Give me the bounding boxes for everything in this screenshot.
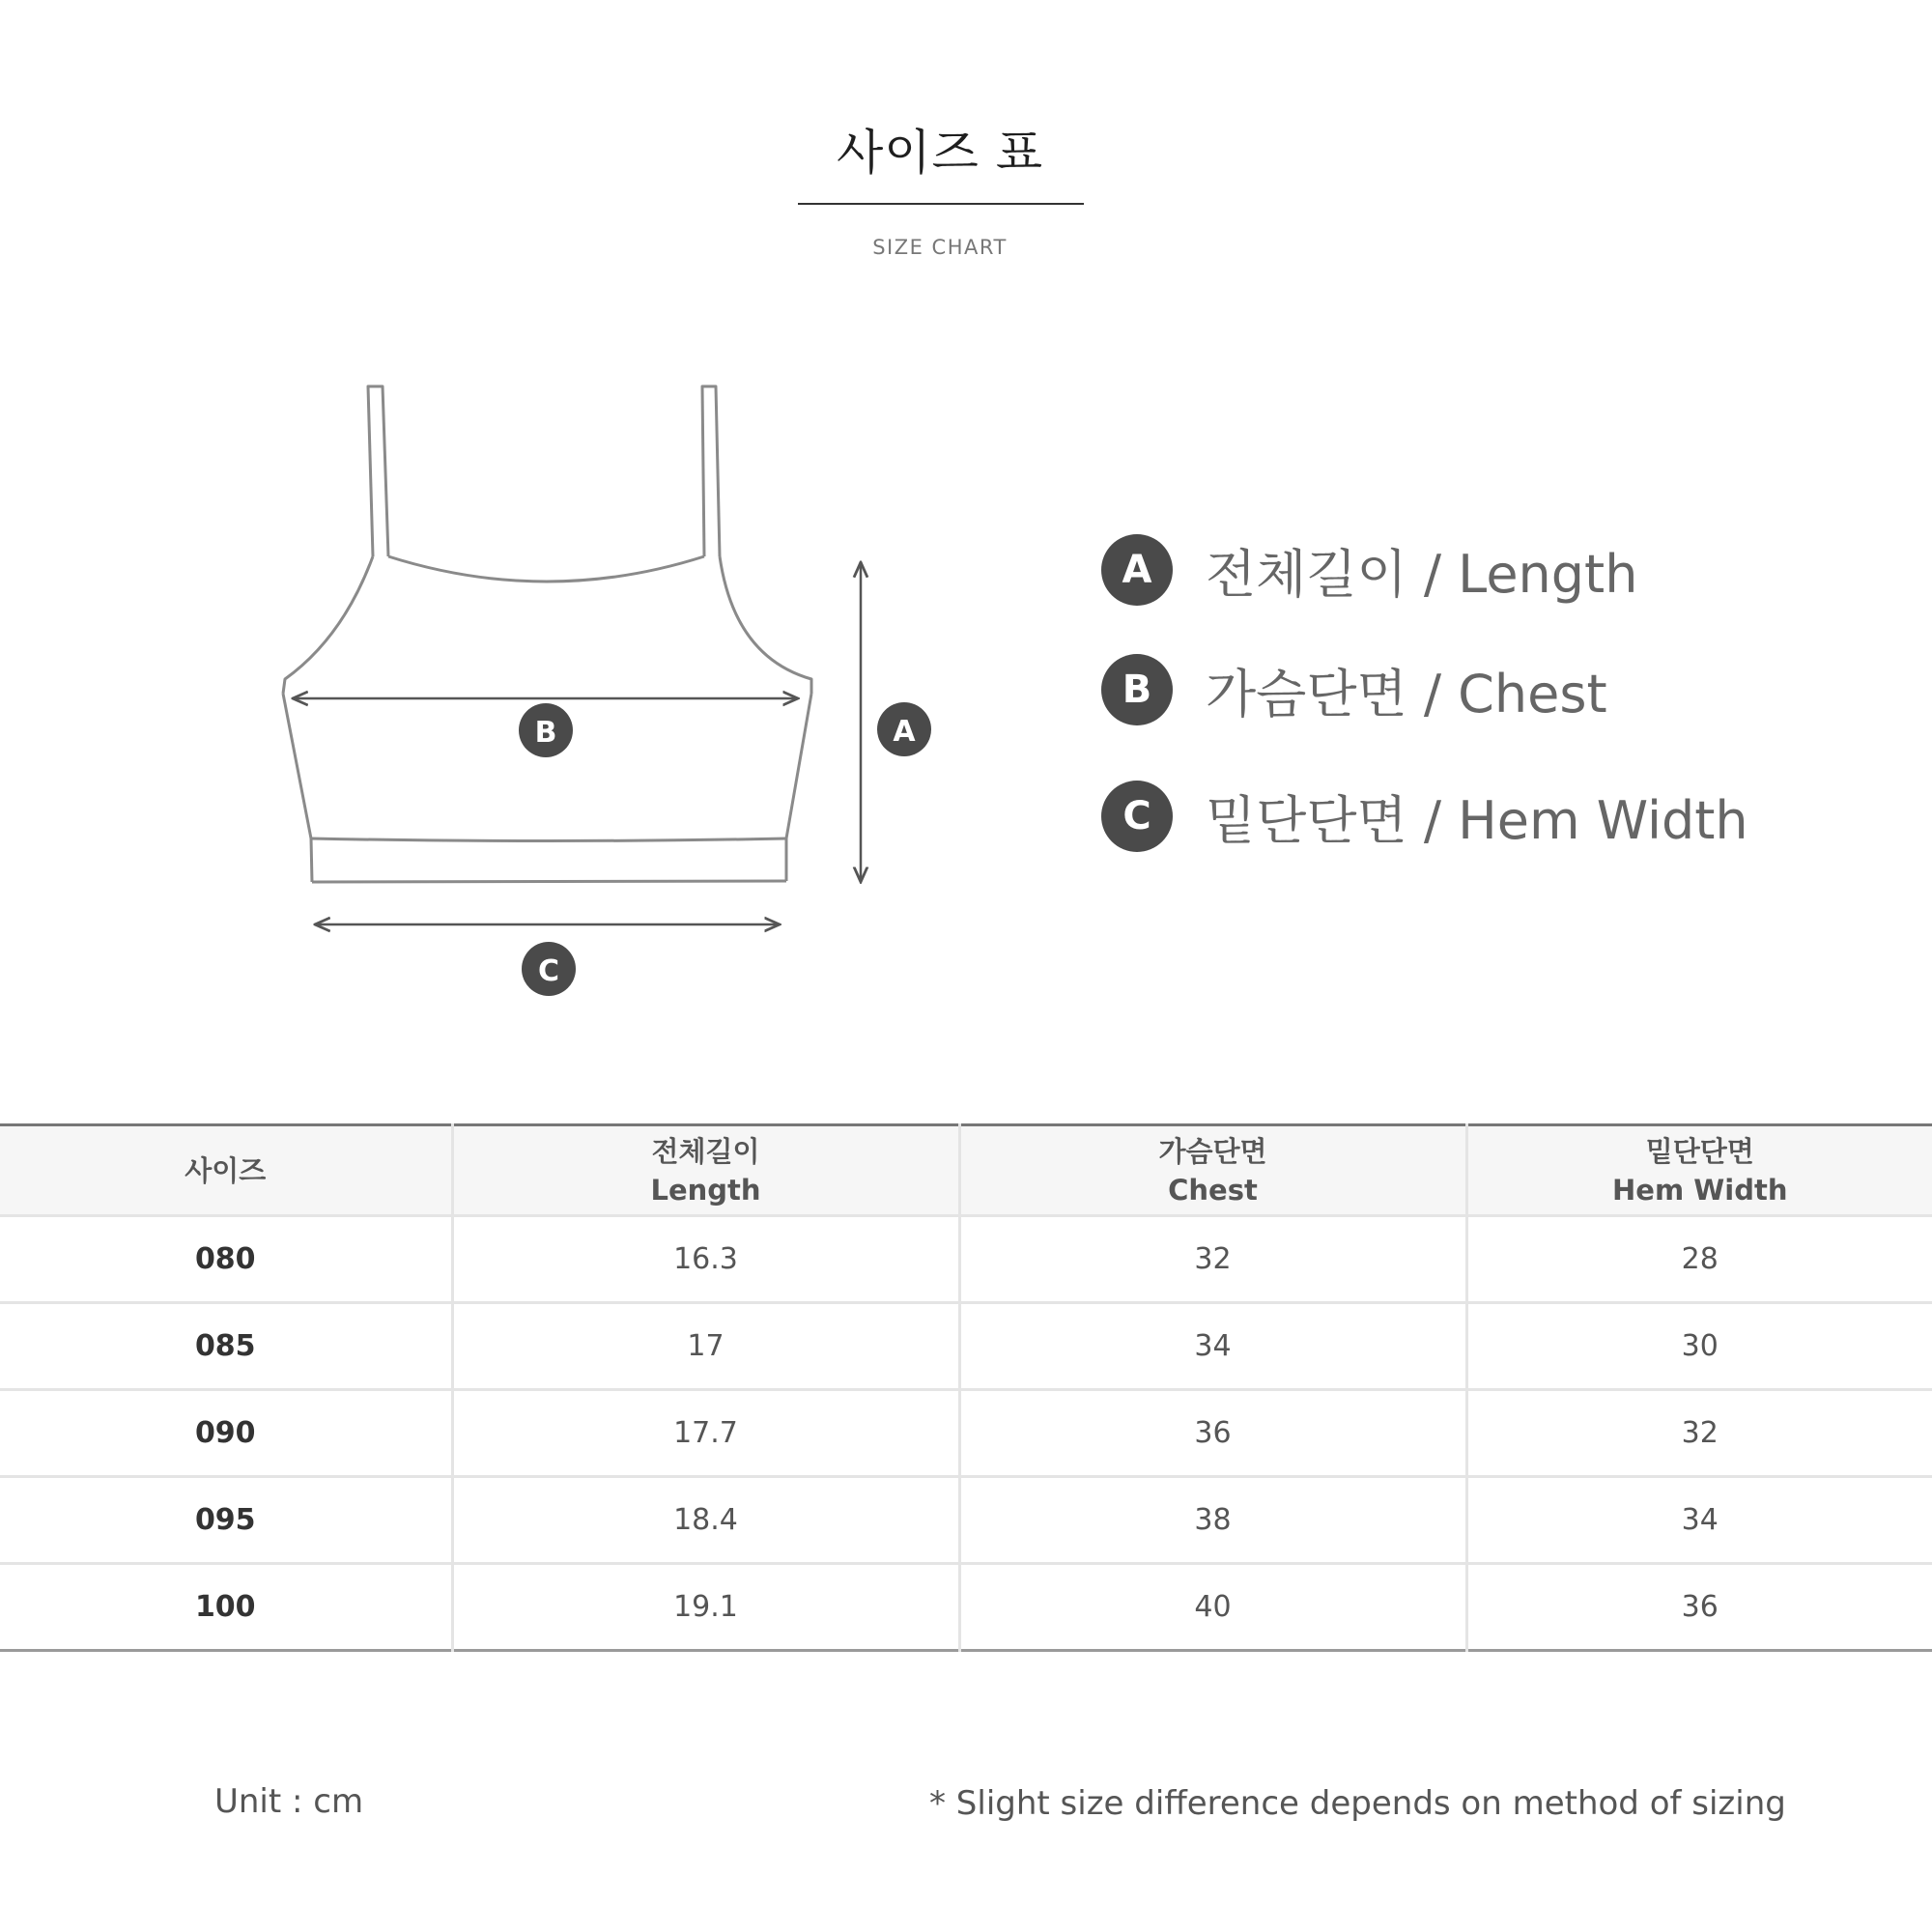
badge-a-letter: A: [893, 715, 916, 749]
body-left-side: [283, 694, 312, 882]
length-cell: 17.7: [452, 1390, 959, 1477]
sizing-disclaimer: * Slight size difference depends on method of sizing: [929, 1784, 1786, 1823]
table-header-row: [0, 1125, 1932, 1216]
legend-badge-c: C: [1101, 781, 1173, 852]
chest-cell: 38: [959, 1477, 1466, 1564]
left-strap: [368, 386, 388, 556]
hem-width-cell: 30: [1466, 1303, 1932, 1390]
badge-b-marker: [519, 703, 573, 757]
size-table: [0, 1123, 1932, 1652]
legend-item-hem-width: [1101, 778, 1748, 855]
hem-width-cell: 34: [1466, 1477, 1932, 1564]
band-top-line: [311, 838, 786, 841]
legend-label-length: 전체길이 / Length: [1206, 543, 1638, 605]
length-cell: 17: [452, 1303, 959, 1390]
page-title: 사이즈 표: [836, 125, 1044, 181]
column-header-chest: 가슴단면 Chest: [959, 1125, 1466, 1216]
size-cell: 090: [194, 1416, 256, 1450]
size-cell: 080: [194, 1242, 256, 1276]
badge-c-marker: [522, 942, 576, 996]
chest-cell: 34: [959, 1303, 1466, 1390]
body-right-side: [786, 694, 811, 881]
size-cell: 085: [194, 1329, 256, 1363]
chest-cell: 32: [959, 1216, 1466, 1303]
right-armhole: [720, 556, 811, 694]
chest-cell: 40: [959, 1564, 1466, 1651]
column-header-size: 사이즈: [185, 1153, 267, 1187]
legend-item-length: [1101, 531, 1637, 609]
neckline: [388, 556, 704, 582]
hem-width-cell: 36: [1466, 1564, 1932, 1651]
legend-label-hem-width: 밑단단면 / Hem Width: [1206, 789, 1748, 851]
table-row: [0, 1216, 1932, 1303]
left-armhole: [283, 556, 373, 694]
badge-a-marker: [877, 702, 931, 756]
length-cell: 18.4: [452, 1477, 959, 1564]
legend-label-chest: 가슴단면 / Chest: [1206, 663, 1607, 724]
size-cell: 100: [194, 1590, 256, 1624]
badge-c-letter: C: [537, 954, 560, 988]
right-strap: [702, 386, 720, 556]
column-header-hem-width: 밑단단면 Hem Width: [1466, 1125, 1932, 1216]
table-row: [0, 1477, 1932, 1564]
hem-width-cell: 28: [1466, 1216, 1932, 1303]
hem-width-cell: 32: [1466, 1390, 1932, 1477]
table-row: [0, 1390, 1932, 1477]
legend-item-chest: [1101, 651, 1607, 728]
length-cell: 16.3: [452, 1216, 959, 1303]
page-subtitle: SIZE CHART: [872, 236, 1008, 259]
hem-line: [312, 881, 786, 882]
crop-top-outline: [283, 386, 811, 882]
legend-badge-a: A: [1101, 534, 1173, 606]
chest-cell: 36: [959, 1390, 1466, 1477]
length-cell: 19.1: [452, 1564, 959, 1651]
size-cell: 095: [194, 1503, 256, 1537]
table-row: [0, 1564, 1932, 1651]
badge-b-letter: B: [534, 716, 557, 750]
table-row: [0, 1303, 1932, 1390]
column-header-length: 전체길이 Length: [452, 1125, 959, 1216]
legend-badge-b: B: [1101, 654, 1173, 725]
unit-note: Unit : cm: [214, 1782, 364, 1821]
